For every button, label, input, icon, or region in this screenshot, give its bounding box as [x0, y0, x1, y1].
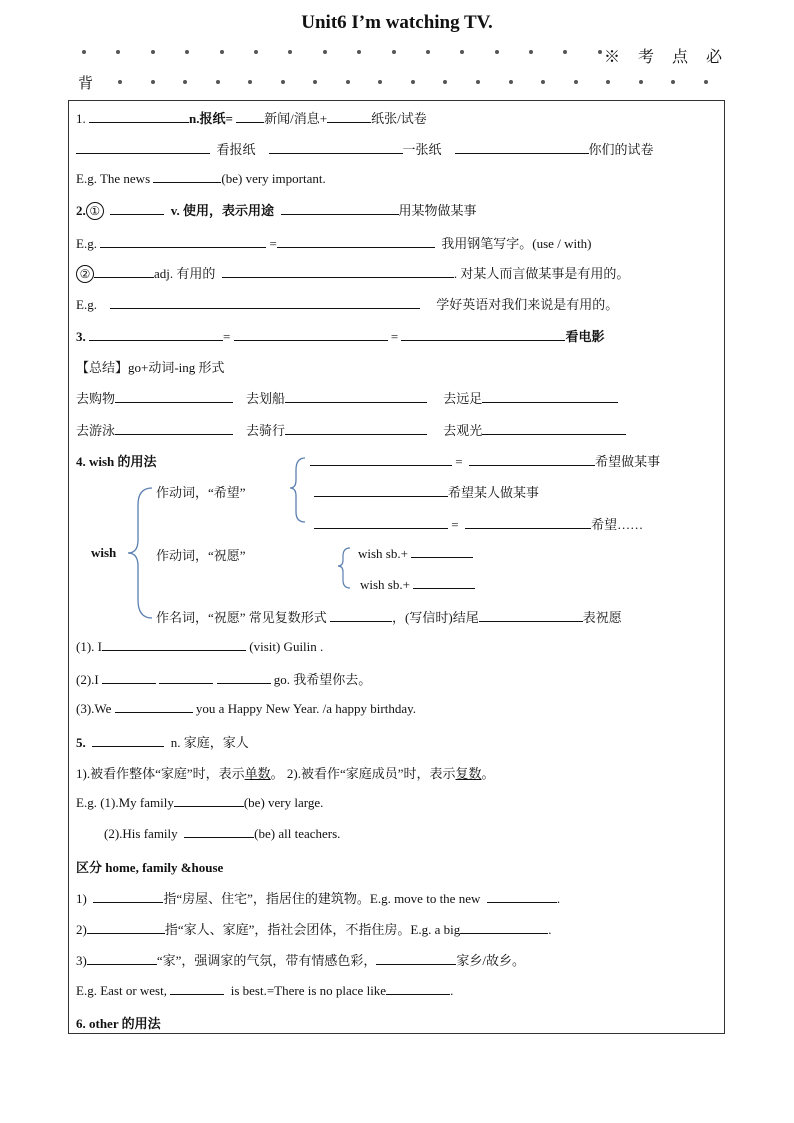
wish-sb-2: wish sb.+: [360, 576, 475, 593]
wish-row-3: = 希望……: [314, 514, 643, 533]
line-eg-use: E.g. = 我用钢笔写字。(use / with): [76, 236, 592, 251]
line-family-2: 2) 指“家人、家庭”，指社会团体，不指住房。E.g. a big .: [76, 922, 552, 937]
line-movie: 3. = = 看电影: [76, 329, 605, 344]
line-newspaper: 1. n.报纸= 新闻/消息+ 纸张/试卷: [76, 111, 427, 126]
wish-sb-1: wish sb.+: [358, 545, 473, 562]
wish-heading: 4. wish 的用法: [76, 454, 157, 469]
line-useful: ② adj. 有用的 . 对某人而言做某事是有用的。: [76, 263, 629, 283]
line-eg-useful: E.g. 学好英语对我们来说是有用的。: [76, 297, 619, 312]
line-go-1: 去购物 去划船 去远足: [76, 388, 618, 407]
wish-verb-hope: 作动词，“希望”: [156, 485, 246, 500]
wish-noun: 作名词，“祝愿” 常见复数形式 ，(写信时)结尾 表祝愿: [156, 610, 622, 625]
line-ex-1: (1). I (visit) Guilin .: [76, 639, 324, 654]
section-label-cont: 背: [78, 76, 94, 92]
line-eg-family-1: E.g. (1).My family (be) very large.: [76, 795, 324, 810]
line-home: 3) “家”，强调家的气氛，带有情感色彩， 家乡/故乡。: [76, 953, 526, 968]
line-eg-home: E.g. East or west, is best.=There is no place like .: [76, 983, 454, 998]
line-distinguish: 区分 home, family &house: [76, 860, 224, 875]
line-house: 1) 指“房屋、住宅”，指居住的建筑物。E.g. move to the new .: [76, 891, 561, 906]
line-ex-3: (3).We you a Happy New Year. /a happy birthday.: [76, 701, 417, 716]
line-family-usage: 1).被看作整体“家庭”时，表示单数。 2).被看作“家庭成员”时，表示复数。: [76, 766, 495, 781]
wish-row-1: = 希望做某事: [310, 451, 660, 470]
line-family: 5. n. 家庭，家人: [76, 735, 249, 750]
line-other: 6. other 的用法: [76, 1016, 161, 1031]
wish-row-2: 希望某人做某事: [314, 482, 539, 501]
line-use: 2. ① v. 使用，表示用途 用某物做某事: [76, 203, 477, 218]
line-summary: 【总结】go+动词-ing 形式: [76, 360, 225, 375]
line-eg-family-2: (2).His family (be) all teachers.: [104, 826, 341, 841]
line-go-2: 去游泳 去骑行 去观光: [76, 420, 626, 439]
line-eg-news: E.g. The news (be) very important.: [76, 171, 326, 186]
wish-word: wish: [91, 545, 117, 560]
line-newspaper-2: 看报纸 一张纸 你们的试卷: [76, 139, 654, 158]
line-ex-2: (2).I go. 我希望你去。: [76, 672, 372, 687]
section-label: ※考点必: [604, 49, 741, 66]
wish-verb-bless: 作动词，“祝愿”: [156, 548, 246, 563]
page-title: Unit6 I’m watching TV.: [301, 12, 493, 33]
